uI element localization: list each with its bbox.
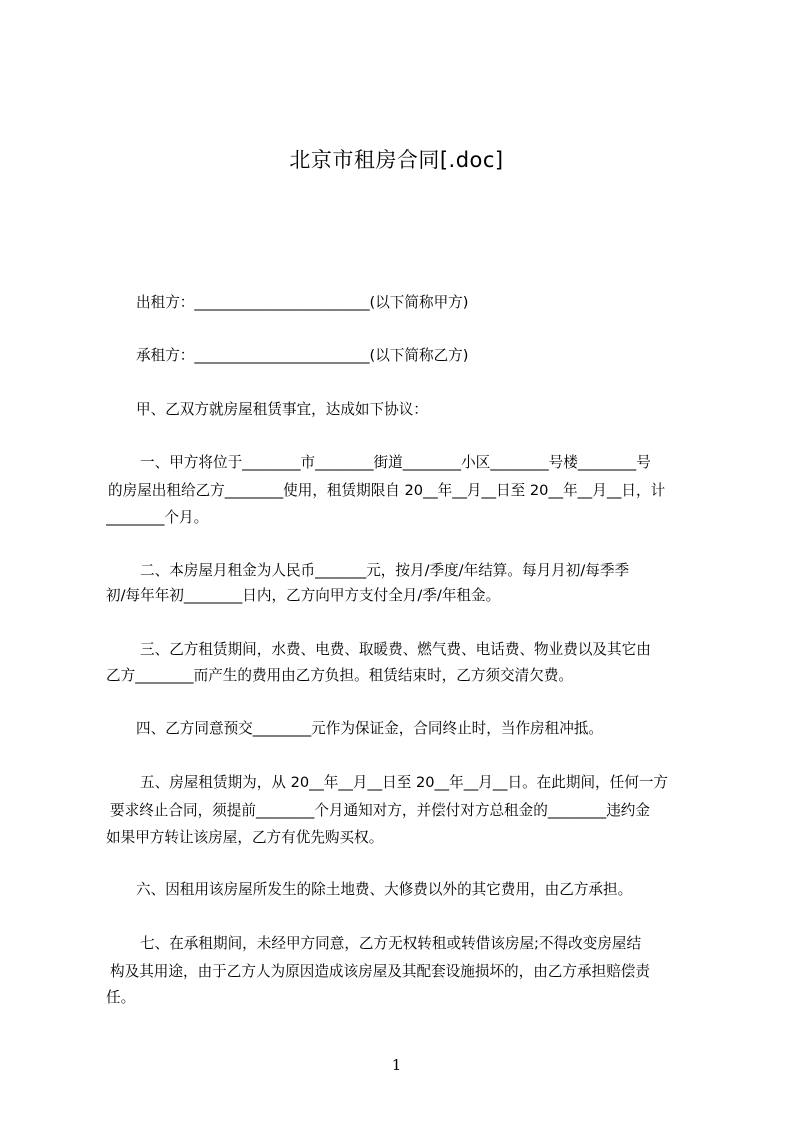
clause-5-line-3: 如果甲方转让该房屋，乙方有优先购买权。 [106,829,384,846]
clause-3-line-1: 三、乙方租赁期间，水费、电费、取暖费、燃气费、电话费、物业费以及其它由 [140,641,651,658]
document-title: 北京市租房合同[.doc] [289,148,504,172]
page-number: 1 [391,1056,402,1074]
intro-line: 甲、乙双方就房屋租赁事宜，达成如下协议： [136,401,428,418]
clause-6-line: 六、因租用该房屋所发生的除土地费、大修费以外的其它费用，由乙方承担。 [136,881,633,898]
clause-7-line-1: 七、在承租期间，未经甲方同意，乙方无权转租或转借该房屋;不得改变房屋结 [140,935,642,952]
lessee-line: 承租方：________________________(以下简称乙方) [136,347,469,364]
clause-7-line-3: 任。 [106,989,136,1006]
clause-2-line-1: 二、本房屋月租金为人民币_______元，按月/季度/年结算。每月月初/每季季 [140,562,630,579]
lessor-line: 出租方：________________________(以下简称甲方) [136,294,469,311]
clause-1-line-2: 的房屋出租给乙方________使用，租赁期限自 20__年__月__日至 20__年__月__日，计 [108,482,666,499]
clause-3-line-2: 乙方________而产生的费用由乙方负担。租赁结束时，乙方须交清欠费。 [106,667,574,684]
clause-4-line: 四、乙方同意预交________元作为保证金，合同终止时，当作房租冲抵。 [136,720,604,737]
clause-1-line-3: ________个月。 [106,509,209,526]
clause-7-line-2: 构及其用途，由于乙方人为原因造成该房屋及其配套设施损坏的，由乙方承担赔偿责 [110,963,650,980]
clause-5-line-2: 要求终止合同，须提前________个月通知对方，并偿付对方总租金的________违约金 [110,802,650,819]
clause-1-line-1: 一、甲方将位于________市________街道________小区________号楼________号 [140,454,651,471]
clause-5-line-1: 五、房屋租赁期为，从 20__年__月__日至 20__年__月__日。在此期间，任何一方 [140,774,669,791]
clause-2-line-2: 初/每年年初________日内，乙方向甲方支付全月/季/年租金。 [106,587,501,604]
